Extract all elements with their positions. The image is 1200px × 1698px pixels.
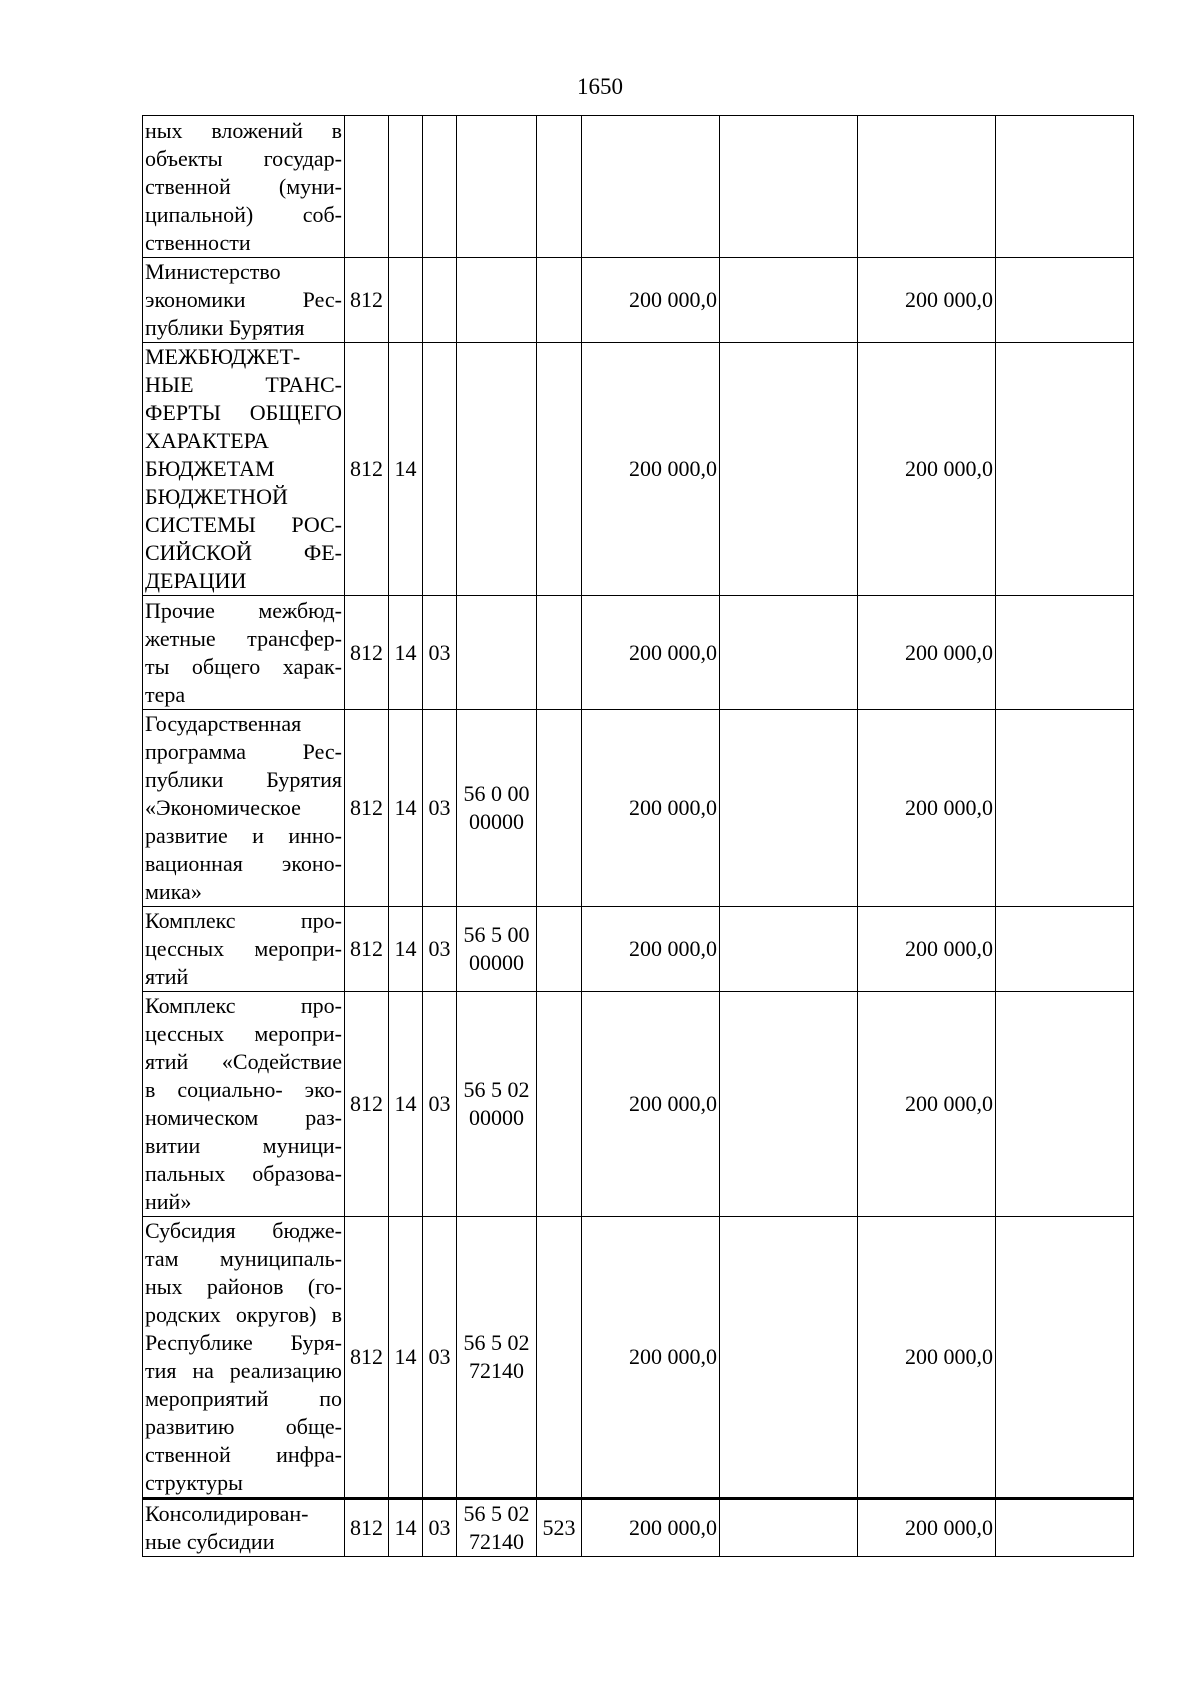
row-name-line: ХАРАКТЕРА xyxy=(145,428,269,453)
vr-code-cell xyxy=(537,1217,582,1499)
row-name-line: СИСТЕМЫ РОС- xyxy=(145,512,342,537)
row-name-line: структуры xyxy=(145,1470,243,1495)
table-row xyxy=(143,710,1134,907)
row-name-line: жетные трансфер- xyxy=(145,625,342,651)
row-name-line: развитие и инно- xyxy=(145,823,342,848)
amount-cell: 200 000,0 xyxy=(858,258,996,343)
empty-amount-cell xyxy=(720,258,858,343)
pr-code-cell: 03 xyxy=(423,1217,457,1499)
csr-code-line: 72140 xyxy=(469,1529,524,1554)
pr-code-cell: 03 xyxy=(423,710,457,907)
row-name-line: СИЙСКОЙ ФЕ- xyxy=(145,540,342,565)
gr-code-cell: 812 xyxy=(345,1499,389,1557)
row-name-line: ных районов (го- xyxy=(145,1274,342,1299)
row-name-line: в социально- эко- xyxy=(145,1077,342,1102)
row-name-cell xyxy=(143,596,345,710)
row-name-cell xyxy=(143,116,345,258)
csr-code-line: 00000 xyxy=(469,809,524,834)
empty-amount-cell xyxy=(996,1217,1134,1499)
vr-code-cell xyxy=(537,596,582,710)
rz-code-cell: 14 xyxy=(389,907,423,992)
table-row xyxy=(143,596,1134,710)
table-row xyxy=(143,343,1134,596)
vr-code-cell xyxy=(537,343,582,596)
row-name-line: ные субсидии xyxy=(145,1529,275,1554)
amount-cell: 200 000,0 xyxy=(582,1499,720,1557)
row-name-line: пальных образова- xyxy=(145,1161,342,1186)
table-row xyxy=(143,992,1134,1217)
empty-amount-cell xyxy=(720,907,858,992)
empty-amount-cell xyxy=(996,116,1134,258)
row-name-line: витии муници- xyxy=(145,1133,342,1158)
csr-code-line: 00000 xyxy=(469,950,524,975)
row-name-cell xyxy=(143,710,345,907)
amount-cell: 200 000,0 xyxy=(582,907,720,992)
row-name-line: там муниципаль- xyxy=(145,1246,342,1271)
csr-code-line: 56 5 02 xyxy=(463,1077,530,1102)
empty-amount-cell xyxy=(720,1499,858,1557)
csr-code-cell xyxy=(457,596,537,710)
table-row xyxy=(143,907,1134,992)
table-row xyxy=(143,258,1134,343)
csr-code-cell xyxy=(457,710,537,907)
gr-code-cell: 812 xyxy=(345,907,389,992)
row-name-cell xyxy=(143,907,345,992)
row-name-line: мероприятий по xyxy=(145,1386,342,1411)
row-name-cell xyxy=(143,1217,345,1499)
amount-cell: 200 000,0 xyxy=(582,596,720,710)
csr-code-line: 56 5 02 xyxy=(463,1501,530,1526)
row-name-line: мика» xyxy=(145,879,202,904)
gr-code-cell: 812 xyxy=(345,343,389,596)
csr-code-line: 56 5 00 xyxy=(463,922,530,947)
empty-amount-cell xyxy=(996,343,1134,596)
row-name-line: Государственная xyxy=(145,711,302,736)
vr-code-cell: 523 xyxy=(537,1499,582,1557)
pr-code-cell xyxy=(423,116,457,258)
empty-amount-cell xyxy=(720,116,858,258)
empty-amount-cell xyxy=(720,343,858,596)
empty-amount-cell xyxy=(720,596,858,710)
row-name-line: развитию обще- xyxy=(145,1414,342,1439)
vr-code-cell xyxy=(537,116,582,258)
empty-amount-cell xyxy=(996,1499,1134,1557)
pr-code-cell: 03 xyxy=(423,992,457,1217)
pr-code-cell: 03 xyxy=(423,1499,457,1557)
empty-amount-cell xyxy=(996,596,1134,710)
row-name-line: ципальной) соб- xyxy=(145,201,342,227)
empty-amount-cell xyxy=(720,710,858,907)
row-name-line: Прочие межбюд- xyxy=(145,597,342,623)
row-name-cell xyxy=(143,258,345,343)
rz-code-cell: 14 xyxy=(389,1217,423,1499)
row-name-cell xyxy=(143,1499,345,1557)
row-name-line: Министерство xyxy=(145,259,281,284)
empty-amount-cell xyxy=(996,258,1134,343)
pr-code-cell xyxy=(423,343,457,596)
amount-cell xyxy=(858,116,996,258)
row-name-line: программа Рес- xyxy=(145,739,342,764)
row-name-line: вационная эконо- xyxy=(145,851,342,876)
empty-amount-cell xyxy=(996,992,1134,1217)
csr-code-line: 00000 xyxy=(469,1105,524,1130)
row-name-line: Субсидия бюдже- xyxy=(145,1218,342,1243)
rz-code-cell xyxy=(389,116,423,258)
gr-code-cell xyxy=(345,116,389,258)
amount-cell: 200 000,0 xyxy=(858,710,996,907)
page-number: 1650 xyxy=(577,74,623,99)
row-name-line: МЕЖБЮДЖЕТ- xyxy=(145,344,301,369)
row-name-line: ятий xyxy=(145,964,189,989)
empty-amount-cell xyxy=(720,992,858,1217)
amount-cell: 200 000,0 xyxy=(858,1499,996,1557)
csr-code-cell xyxy=(457,992,537,1217)
row-name-line: публики Бурятия xyxy=(145,315,305,340)
vr-code-cell xyxy=(537,710,582,907)
row-name-line: ятий «Содействие xyxy=(145,1049,342,1074)
csr-code-line: 56 0 00 xyxy=(463,781,530,806)
amount-cell: 200 000,0 xyxy=(858,992,996,1217)
rz-code-cell: 14 xyxy=(389,596,423,710)
budget-table xyxy=(142,115,1134,1557)
rz-code-cell: 14 xyxy=(389,343,423,596)
row-name-line: ных вложений в xyxy=(145,117,342,143)
amount-cell: 200 000,0 xyxy=(582,710,720,907)
csr-code-cell xyxy=(457,258,537,343)
row-name-line: ты общего харак- xyxy=(145,653,342,679)
rz-code-cell xyxy=(389,258,423,343)
empty-amount-cell xyxy=(996,907,1134,992)
vr-code-cell xyxy=(537,258,582,343)
csr-code-line: 72140 xyxy=(469,1358,524,1383)
csr-code-cell xyxy=(457,116,537,258)
row-name-line: ФЕРТЫ ОБЩЕГО xyxy=(145,400,342,425)
row-name-line: Комплекс про- xyxy=(145,908,342,933)
row-name-line: родских округов) в xyxy=(145,1302,342,1327)
row-name-line: номическом раз- xyxy=(145,1105,342,1130)
row-name-line: «Экономическое xyxy=(145,795,301,820)
row-name-line: ний» xyxy=(145,1189,192,1214)
gr-code-cell: 812 xyxy=(345,992,389,1217)
amount-cell: 200 000,0 xyxy=(858,596,996,710)
table-row xyxy=(143,1217,1134,1499)
rz-code-cell: 14 xyxy=(389,710,423,907)
row-name-line: ственной (муни- xyxy=(145,173,342,199)
gr-code-cell: 812 xyxy=(345,1217,389,1499)
gr-code-cell: 812 xyxy=(345,710,389,907)
row-name-line: ственной инфра- xyxy=(145,1442,342,1467)
row-name-line: объекты государ- xyxy=(145,145,342,171)
rz-code-cell: 14 xyxy=(389,992,423,1217)
row-name-line: тера xyxy=(145,681,186,707)
amount-cell: 200 000,0 xyxy=(582,343,720,596)
row-name-line: Республике Буря- xyxy=(145,1330,342,1355)
row-name-line: публики Бурятия xyxy=(145,767,342,792)
pr-code-cell xyxy=(423,258,457,343)
row-name-line: тия на реализацию xyxy=(145,1358,342,1383)
row-name-line: ственности xyxy=(145,229,251,255)
gr-code-cell: 812 xyxy=(345,258,389,343)
row-name-line: НЫЕ ТРАНС- xyxy=(145,372,342,397)
pr-code-cell: 03 xyxy=(423,907,457,992)
row-name-line: Консолидирован- xyxy=(145,1501,309,1526)
table-row xyxy=(143,116,1134,258)
table-row xyxy=(143,1499,1134,1557)
empty-amount-cell xyxy=(996,710,1134,907)
amount-cell: 200 000,0 xyxy=(858,343,996,596)
amount-cell: 200 000,0 xyxy=(582,1217,720,1499)
row-name-cell xyxy=(143,343,345,596)
amount-cell: 200 000,0 xyxy=(582,258,720,343)
amount-cell: 200 000,0 xyxy=(858,907,996,992)
csr-code-cell xyxy=(457,907,537,992)
row-name-line: Комплекс про- xyxy=(145,993,342,1018)
vr-code-cell xyxy=(537,907,582,992)
csr-code-line: 56 5 02 xyxy=(463,1330,530,1355)
csr-code-cell xyxy=(457,343,537,596)
row-name-line: экономики Рес- xyxy=(145,287,342,312)
table-body xyxy=(143,116,1134,1557)
row-name-cell xyxy=(143,992,345,1217)
gr-code-cell: 812 xyxy=(345,596,389,710)
row-name-line: БЮДЖЕТАМ xyxy=(145,456,275,481)
amount-cell xyxy=(582,116,720,258)
pr-code-cell: 03 xyxy=(423,596,457,710)
csr-code-cell xyxy=(457,1499,537,1557)
vr-code-cell xyxy=(537,992,582,1217)
amount-cell: 200 000,0 xyxy=(582,992,720,1217)
amount-cell: 200 000,0 xyxy=(858,1217,996,1499)
row-name-line: ДЕРАЦИИ xyxy=(145,568,247,593)
row-name-line: цессных меропри- xyxy=(145,1021,342,1046)
rz-code-cell: 14 xyxy=(389,1499,423,1557)
empty-amount-cell xyxy=(720,1217,858,1499)
csr-code-cell xyxy=(457,1217,537,1499)
row-name-line: БЮДЖЕТНОЙ xyxy=(145,484,288,509)
row-name-line: цессных меропри- xyxy=(145,936,342,961)
